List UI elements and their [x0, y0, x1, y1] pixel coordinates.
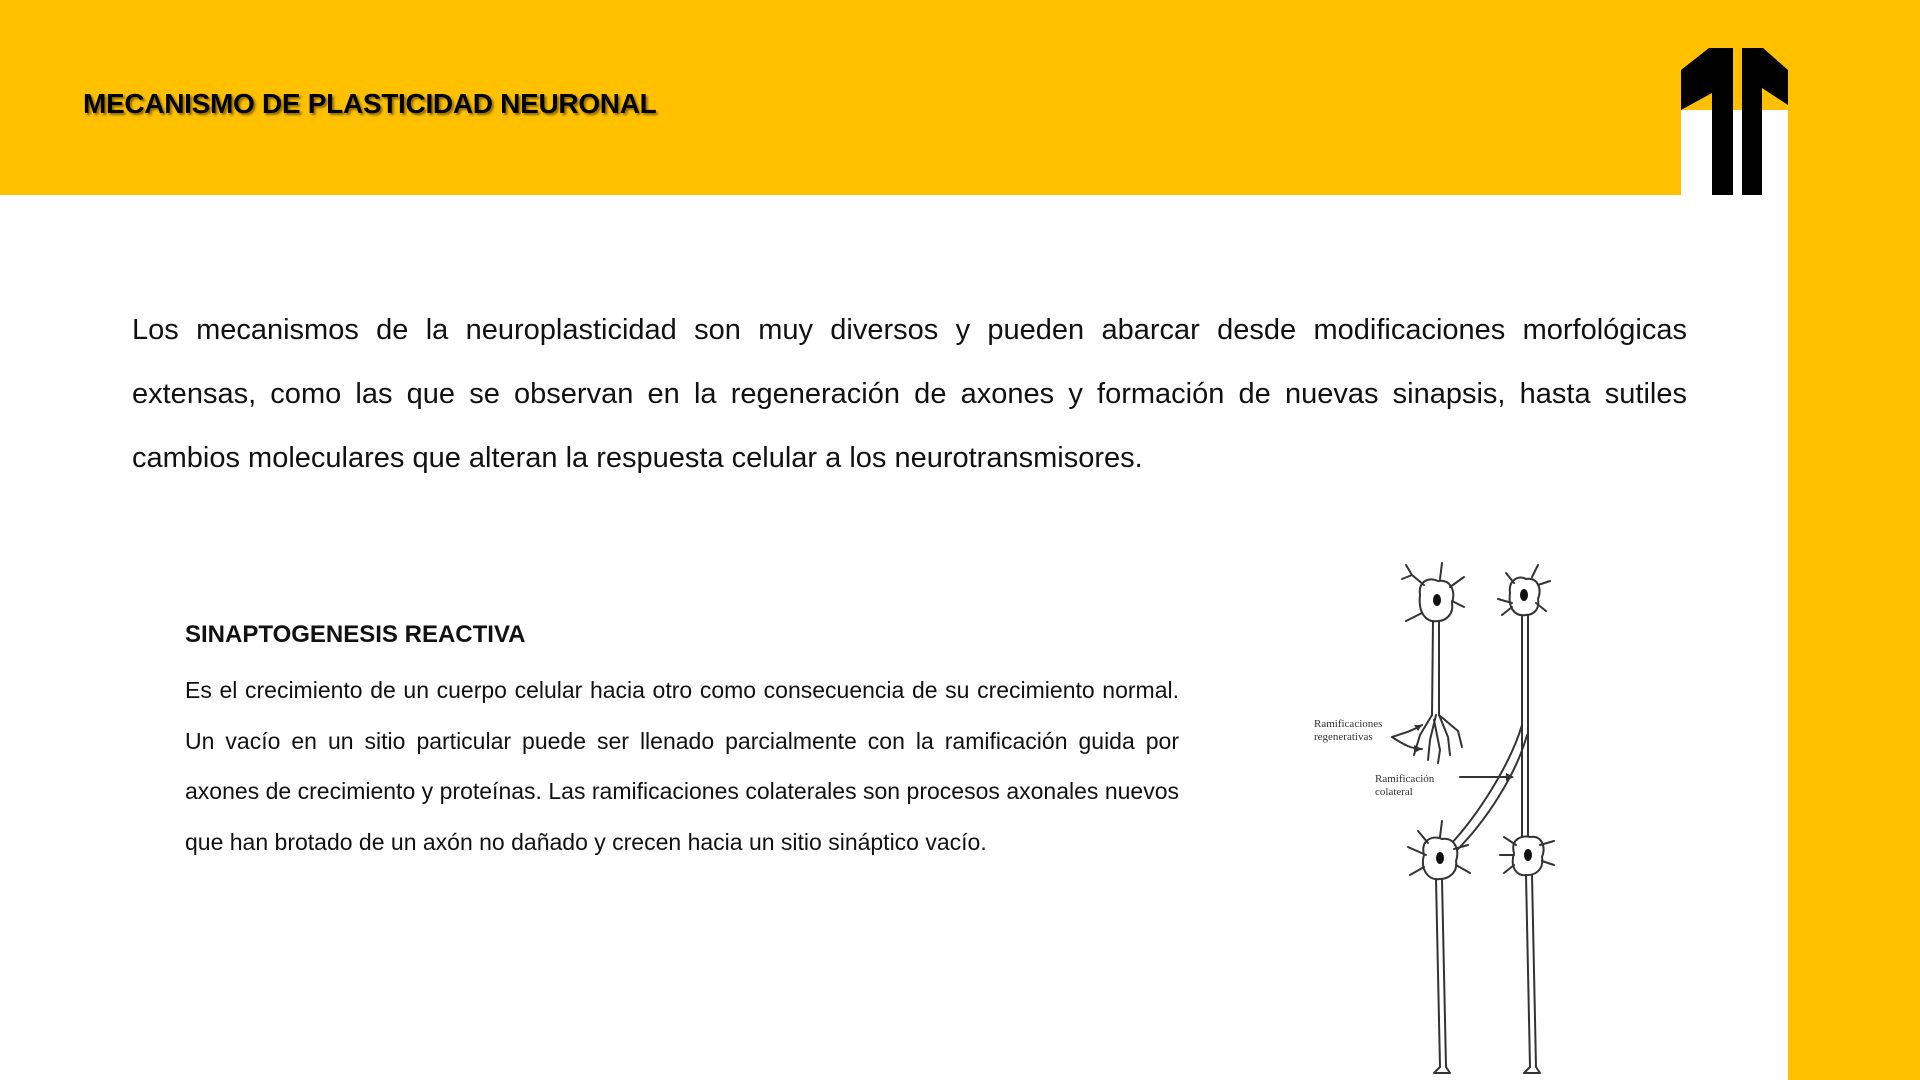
section-body: Es el crecimiento de un cuerpo celular hacia otro como consecuencia de su crecimiento normal. Un vacío en un sitio particular puede ser llenado parcialmente con la ramificación guida por axones de crecimiento y proteínas. Las ramificaciones colaterales son procesos axonales nuevos que han brotado de un axón no dañado y crecen hacia un sitio sináptico vacío. [185, 677, 1179, 855]
label-regenerative-line1: Ramificaciones [1314, 718, 1383, 730]
neuron-diagram-icon [1300, 555, 1600, 1080]
double-arrow-up-logo-icon [1681, 48, 1788, 195]
neuron-sprouting-illustration [1300, 555, 1600, 1080]
label-collateral-line1: Ramificación [1375, 773, 1435, 785]
label-regenerative-line2: regenerativas [1314, 731, 1373, 743]
slide-title: MECANISMO DE PLASTICIDAD NEURONAL [83, 88, 657, 119]
right-accent-strip [1788, 0, 1920, 1080]
section-heading: SINAPTOGENESIS REACTIVA [185, 621, 526, 648]
label-collateral-line2: colateral [1375, 786, 1413, 798]
intro-paragraph: Los mecanismos de la neuroplasticidad son muy diversos y pueden abarcar desde modificaciones morfológicas extensas, como las que se observan en la regeneración de axones y formación de nuevas sinapsis, hasta sutiles cambios moleculares que alteran la respuesta celular a los neurotransmisores. [132, 314, 1687, 474]
